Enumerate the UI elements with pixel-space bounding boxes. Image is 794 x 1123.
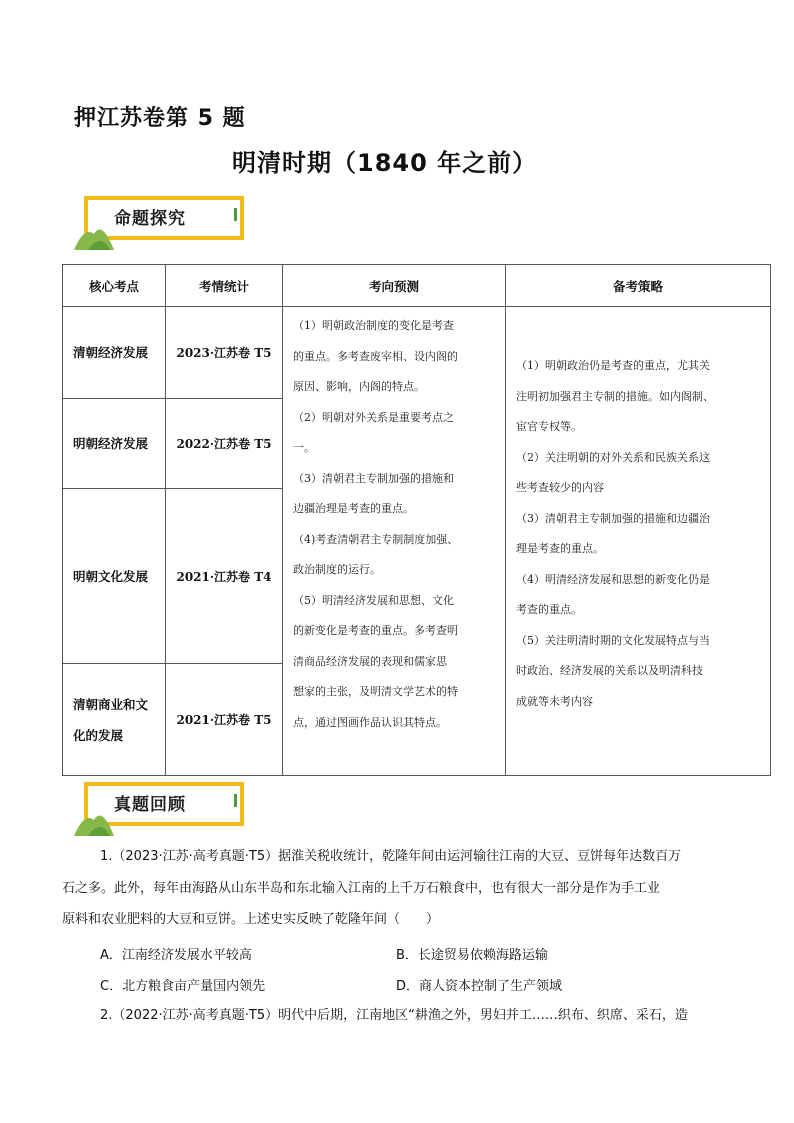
prediction-line: 原因、影响，内阁的特点。: [293, 380, 425, 393]
question-1-line: 原料和农业肥料的大豆和豆饼。上述史实反映了乾隆年间（ ）: [62, 912, 440, 927]
table-row: [63, 307, 771, 399]
section-banner-review: [74, 782, 249, 838]
table-header-row: [63, 265, 771, 307]
prediction-line: 一。: [293, 441, 315, 454]
core-point-line: 化的发展: [73, 727, 124, 743]
question-2-line: 2.（2022·江苏·高考真题·T5）明代中后期，江南地区“耕渔之外，男妇并工……织布、织席、采石，造: [100, 1008, 688, 1023]
option-c[interactable]: C．北方粮食亩产量国内领先: [100, 979, 266, 994]
exam-analysis-table: [62, 264, 771, 776]
prediction-line: 边疆治理是考查的重点。: [293, 502, 414, 515]
prediction-line: 点，通过图画作品认识其特点。: [293, 715, 447, 729]
column-header: 考向预测: [283, 265, 506, 307]
section-banner-exploration: [74, 196, 249, 252]
core-point-cell: 明朝经济发展: [63, 399, 166, 489]
prediction-line: 的重点。多考查废宰相、设内阁的: [293, 349, 458, 363]
option-a[interactable]: A．江南经济发展水平较高: [100, 948, 252, 963]
strategy-line: 宦官专权等。: [516, 420, 582, 433]
question-1-line: 石之多。此外，每年由海路从山东半岛和东北输入江南的上千万石粮食中，也有很大一部分是作为手工业: [62, 881, 661, 896]
strategy-line: 考查的重点。: [516, 603, 582, 616]
strategy-line: 些考查较少的内容: [516, 481, 604, 494]
prediction-line: 清商品经济发展的表现和儒家思: [293, 654, 447, 668]
prediction-line: 想家的主张，及明清文学艺术的特: [293, 685, 458, 698]
column-header: 考情统计: [166, 265, 283, 307]
prediction-line: 政治制度的运行。: [293, 563, 381, 576]
strategy-line: （1）明朝政治仍是考查的重点，尤其关: [516, 359, 710, 372]
strategy-line: （4）明清经济发展和思想的新变化仍是: [516, 572, 710, 586]
column-header: 核心考点: [63, 265, 166, 307]
strategy-line: 理是考查的重点。: [516, 542, 604, 555]
prediction-line: 的新变化是考查的重点。多考查明: [293, 624, 458, 637]
section-label: 命题探究: [114, 209, 186, 229]
exam-stat-cell: 2021·江苏卷 T4: [166, 489, 283, 664]
exam-stat-cell: 2022·江苏卷 T5: [166, 399, 283, 489]
prediction-cell: [283, 307, 506, 776]
prediction-line: （3）清朝君主专制加强的措施和: [293, 471, 454, 485]
strategy-line: 成就等未考内容: [516, 694, 593, 708]
section-label: 真题回顾: [114, 795, 186, 815]
exam-stat-cell: 2021·江苏卷 T5: [166, 664, 283, 776]
core-point-cell: 清朝经济发展: [63, 307, 166, 399]
core-point-line: 清朝商业和文: [73, 696, 149, 712]
core-point-cell: 明朝文化发展: [63, 489, 166, 664]
exam-stat-cell: 2023·江苏卷 T5: [166, 307, 283, 399]
option-d[interactable]: D．商人资本控制了生产领域: [396, 979, 563, 994]
strategy-line: 时政治、经济发展的关系以及明清科技: [516, 664, 703, 677]
prediction-line: （2）明朝对外关系是重要考点之: [293, 410, 454, 424]
strategy-line: （3）清朝君主专制加强的措施和边疆治: [516, 511, 710, 525]
prediction-line: （5）明清经济发展和思想、文化: [293, 593, 454, 607]
question-1-line: 1.（2023·江苏·高考真题·T5）据淮关税收统计，乾隆年间由运河输往江南的大豆、豆饼每年达数百万: [100, 849, 682, 864]
core-point-cell: [63, 664, 166, 776]
strategy-line: 注明初加强君主专制的措施。如内阁制、: [516, 389, 714, 403]
strategy-cell: [506, 307, 771, 776]
prediction-line: （1）明朝政治制度的变化是考查: [293, 319, 454, 332]
page-subtitle: 明清时期（1840 年之前）: [232, 149, 538, 177]
option-b[interactable]: B．长途贸易依赖海路运输: [396, 948, 548, 963]
strategy-line: （5）关注明清时期的文化发展特点与当: [516, 633, 710, 647]
prediction-line: （4)考查清朝君主专制制度加强、: [293, 532, 459, 546]
column-header: 备考策略: [506, 265, 771, 307]
strategy-line: （2）关注明朝的对外关系和民族关系这: [516, 450, 710, 464]
page-title: 押江苏卷第 5 题: [74, 106, 246, 131]
